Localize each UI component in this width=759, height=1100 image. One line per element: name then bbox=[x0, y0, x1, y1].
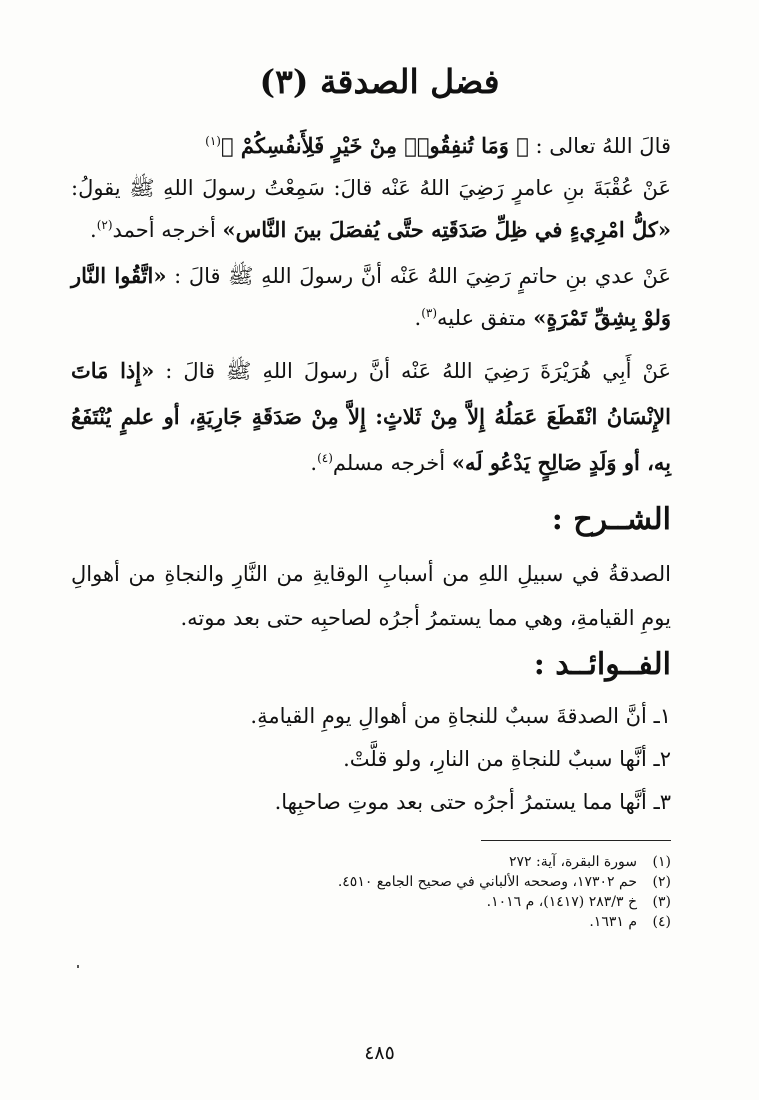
sharh-heading: الشــرح : bbox=[551, 502, 671, 537]
footnote-number: (٢) bbox=[652, 874, 671, 890]
quran-intro bbox=[71, 125, 671, 167]
hadith-3-source: أخرجه مسلم bbox=[332, 451, 446, 475]
footnote-text: حم ١٧٣٠٢، وصححه الألباني في صحيح الجامع ٤٥١٠. bbox=[337, 874, 637, 890]
hadith-1-narration: عَنْ عُقْبَةَ بنِ عامرٍ رَضِيَ اللهُ عَنْه قالَ: سَمِعْتُ رسولَ اللهِ ﷺ يقولُ: bbox=[71, 176, 671, 200]
footnote-text: خ ٢٨٣/٣ (١٤١٧)، م ١٠١٦. bbox=[486, 894, 637, 910]
intro-prefix: قالَ اللهُ تعالى : bbox=[535, 134, 671, 158]
hadith-2-narration: عَنْ عدي بنِ حاتمٍ رَضِيَ اللهُ عَنْه أنَّ رسولَ اللهِ ﷺ قالَ : bbox=[174, 264, 672, 288]
fawaid-item: ٣ـ أنَّها مما يستمرُ أجرُه حتى بعد موتِ صاحبِها. bbox=[274, 790, 671, 814]
quran-verse: ﴿ وَمَا تُنفِقُوا۟ مِنْ خَيْرٍ فَلِأَنفُسِكُمْ ﴾ bbox=[220, 133, 529, 158]
footnote bbox=[71, 872, 671, 892]
footnote bbox=[71, 892, 671, 912]
fawaid-item: ١ـ أنَّ الصدقةَ سببٌ للنجاةِ من أهوالِ يومِ القيامةِ. bbox=[250, 704, 671, 728]
footnotes bbox=[71, 852, 671, 932]
footnote-divider bbox=[481, 840, 671, 841]
page-title: فضل الصدقة (٣) bbox=[259, 62, 500, 101]
footnote-text: سورة البقرة، آية: ٢٧٢ bbox=[508, 854, 637, 870]
page-number: ٤٨٥ bbox=[364, 1042, 395, 1064]
footnote-number: (٣) bbox=[652, 894, 671, 910]
hadith-3-text: «إِذا مَاتَ الإِنْسَانُ انْقَطَعَ عَمَلُهُ إِلاَّ مِنْ ثَلاثٍ: إِلاَّ مِنْ صَدَقَةٍ جَارِيَةٍ، أو علمٍ يُنْتَفَعُ بِه، أو وَلَدٍ صَالِحٍ يَدْعُو لَه» bbox=[71, 358, 671, 475]
hadith-1-text: «كلُّ امْرِيءٍ في ظِلِّ صَدَقَتِه حتَّى يُفصَلَ بينَ النَّاس» bbox=[222, 217, 671, 242]
footnote-ref-4: (٤) bbox=[317, 451, 333, 465]
hadith-3: عَنْ أَبِي هُرَيْرَةَ رَضِيَ اللهُ عَنْه أنَّ رسولَ اللهِ ﷺ قالَ : «إِذا مَاتَ الإِنْسَانُ انْقَطَعَ عَمَلُهُ إِلاَّ مِنْ ثَلاثٍ: إِلاَّ مِنْ صَدَقَةٍ جَارِيَةٍ، أو علمٍ يُنْتَفَعُ بِه، أو وَلَدٍ صَالِحٍ يَدْعُو لَه» أخرجه مسلم$^{(٤)}$. bbox=[71, 358, 671, 475]
fawaid-item: ٢ـ أنَّها سببٌ للنجاةِ من النارِ، ولو قلَّتْ. bbox=[343, 747, 671, 771]
hadith-1-source: أخرجه أحمد bbox=[112, 218, 216, 242]
scan-speck bbox=[77, 965, 79, 968]
hadith-3-narration: عَنْ أَبِي هُرَيْرَةَ رَضِيَ اللهُ عَنْه أنَّ رسولَ اللهِ ﷺ قالَ : bbox=[165, 359, 671, 383]
footnote bbox=[71, 852, 671, 872]
sharh-text: الصدقةُ في سبيلِ اللهِ من أسبابِ الوقايةِ من النَّارِ والنجاةِ من أهوالِ يومِ القيامةِ، وهي مما يستمرُ أجرُه لصاحبِه حتى بعد موته. bbox=[71, 562, 671, 630]
fawaid-heading: الفــوائــد : bbox=[533, 647, 671, 682]
fawaid-list bbox=[71, 695, 671, 824]
footnote-text: م ١٦٣١. bbox=[589, 914, 637, 930]
footnote-number: (١) bbox=[652, 854, 671, 870]
hadith-2-text: «اتَّقُوا النَّار وَلوْ بِشِقِّ تَمْرَةٍ» bbox=[71, 263, 671, 330]
hadith-2-source: متفق عليه bbox=[437, 306, 527, 330]
footnote-number: (٤) bbox=[652, 914, 671, 930]
hadith-1: عَنْ عُقْبَةَ بنِ عامرٍ رَضِيَ اللهُ عَنْه قالَ: سَمِعْتُ رسولَ اللهِ ﷺ يقولُ: «كلُّ امْرِيءٍ في ظِلِّ صَدَقَتِه حتَّى يُفصَلَ بينَ النَّاس» أخرجه أحمد$^{(٢)}$. bbox=[71, 176, 671, 242]
intro-and-hadith1 bbox=[71, 125, 671, 251]
footnote-ref-1: (١) bbox=[205, 134, 221, 148]
hadith-2: عَنْ عدي بنِ حاتمٍ رَضِيَ اللهُ عَنْه أنَّ رسولَ اللهِ ﷺ قالَ : «اتَّقُوا النَّار وَلوْ بِشِقِّ تَمْرَةٍ» متفق عليه$^{(٣)}$. bbox=[71, 263, 672, 330]
footnote-ref-2: (٢) bbox=[96, 218, 113, 232]
footnote-ref-3: (٣) bbox=[421, 306, 438, 320]
footnote bbox=[71, 912, 671, 932]
